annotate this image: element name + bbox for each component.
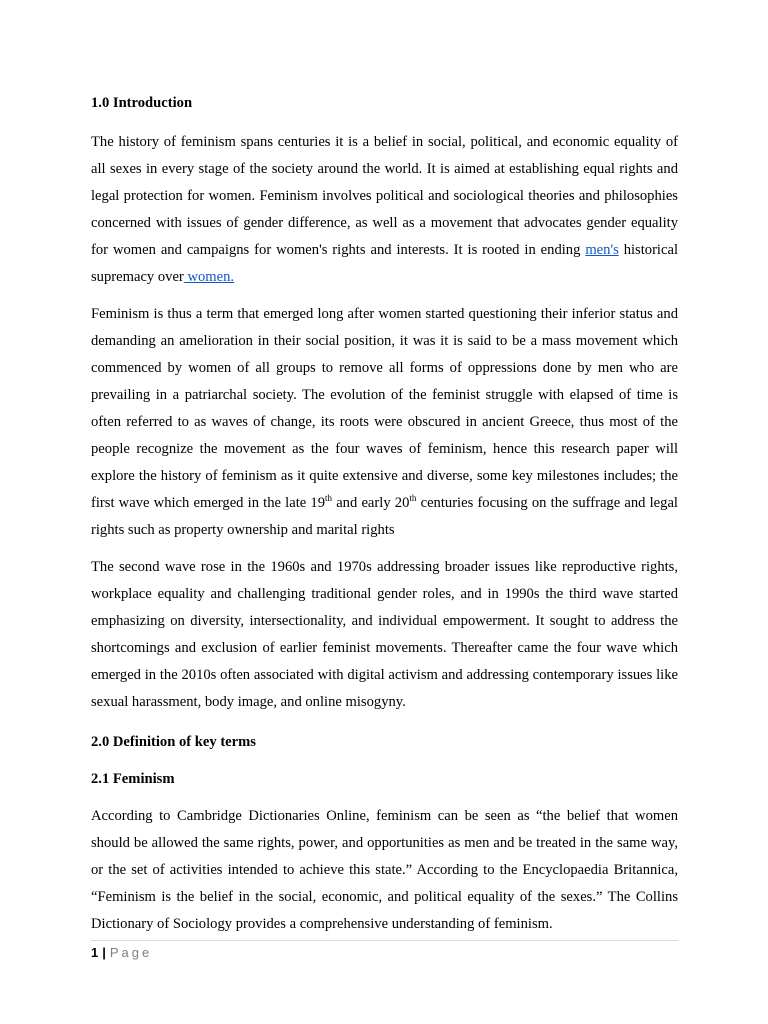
feminism-heading: 2.1 Feminism <box>91 771 175 787</box>
page-footer <box>91 944 152 962</box>
definitions-heading: 2.0 Definition of key terms <box>91 734 256 750</box>
mens-link[interactable]: men's <box>585 242 619 258</box>
introduction-heading: 1.0 Introduction <box>91 95 193 111</box>
women-link[interactable]: women. <box>183 269 235 285</box>
page-label: Page <box>109 945 153 960</box>
paragraph-text: The history of feminism spans centuries it is a belief in social, political, and economic equality of all sexes in every stage of the society around the world. It is aimed at establishing equal rights and legal protection for women. Feminism involves political and sociological theories and philosophies concerned with issues of gender difference, as well as a movement that advocates gender equality for women and campaigns for women's rights and interests. It is rooted in ending <box>91 134 678 258</box>
paragraph-text: Feminism is thus a term that emerged long after women started questioning their inferior status and demanding an amelioration in their social position, it was it is said to be a mass movement which commenced by women of all groups to remove all forms of oppressions done by men who are prevailing in a patriarchal society. The evolution of the feminist struggle with elapsed of time is often referred to as waves of change, its roots were obscured in ancient Greece, thus most of the people recognize the movement as the four waves of feminism, hence this research paper will explore the history of feminism as it quite extensive and diverse, some key milestones includes; the first wave which emerged in the late 19 <box>91 306 678 511</box>
second-wave-paragraph: The second wave rose in the 1960s and 1970s addressing broader issues like reproductive rights, workplace equality and challenging traditional gender roles, and in 1990s the third wave started emphasizing on diversity, intersectionality, and individual empowerment. It sought to address the shortcomings and exclusion of earlier feminist movements. Thereafter came the four wave which emerged in the 2010s often associated with digital activism and addressing contemporary issues like sexual harassment, body image, and online misogyny. <box>91 559 678 710</box>
footer-separator: | <box>102 945 106 960</box>
superscript-th: th <box>325 493 333 504</box>
introduction-paragraph <box>91 129 678 291</box>
page-number: 1 <box>91 945 99 960</box>
paragraph-text: historical supremacy over <box>91 242 678 285</box>
footer-divider <box>91 940 678 941</box>
paragraph-text: centuries focusing on the suffrage and legal rights such as property ownership and marital rights <box>91 495 678 538</box>
paragraph-text: and early 20 <box>332 495 410 511</box>
waves-paragraph <box>91 301 678 544</box>
document-body <box>91 93 678 938</box>
definition-paragraph: According to Cambridge Dictionaries Online, feminism can be seen as “the belief that women should be allowed the same rights, power, and opportunities as men and be treated in the same way, or the set of activities intended to achieve this state.” According to the Encyclopaedia Britannica, “Feminism is the belief in the social, economic, and political equality of the sexes.” The Collins Dictionary of Sociology provides a comprehensive understanding of feminism. <box>91 808 678 932</box>
superscript-th: th <box>409 493 417 504</box>
